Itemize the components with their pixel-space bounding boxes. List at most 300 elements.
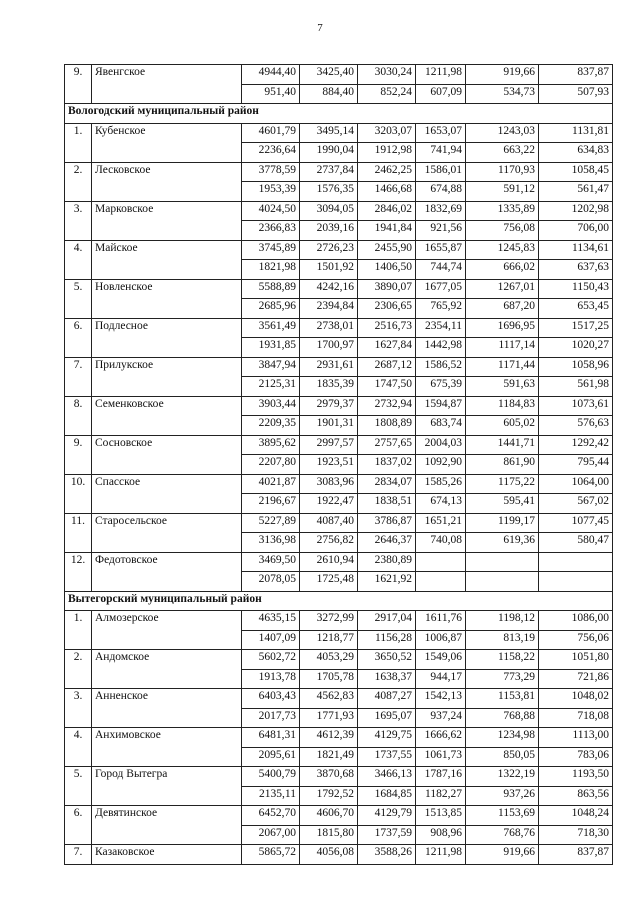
value-cell: 1048,02 <box>539 689 613 709</box>
value-cell: 1234,98 <box>466 728 539 748</box>
value-cell: 1594,87 <box>416 396 466 416</box>
value-cell: 741,94 <box>416 143 466 163</box>
value-cell: 1621,92 <box>358 572 416 592</box>
value-cell: 1792,52 <box>300 786 358 806</box>
value-cell: 1322,19 <box>466 767 539 787</box>
value-cell: 1517,25 <box>539 318 613 338</box>
value-cell: 1292,42 <box>539 435 613 455</box>
value-cell: 2687,12 <box>358 357 416 377</box>
row-number: 1. <box>65 611 92 650</box>
value-cell: 773,29 <box>466 669 539 689</box>
value-cell: 4129,75 <box>358 728 416 748</box>
value-cell: 3650,52 <box>358 650 416 670</box>
value-cell: 1931,85 <box>242 338 300 358</box>
value-cell: 1700,97 <box>300 338 358 358</box>
value-cell: 2455,90 <box>358 240 416 260</box>
value-cell: 1218,77 <box>300 630 358 650</box>
value-cell: 683,74 <box>416 416 466 436</box>
value-cell: 1150,43 <box>539 279 613 299</box>
row-number: 11. <box>65 513 92 552</box>
value-cell: 1156,28 <box>358 630 416 650</box>
value-cell: 3466,13 <box>358 767 416 787</box>
value-cell: 534,73 <box>466 84 539 104</box>
value-cell: 944,17 <box>416 669 466 689</box>
value-cell: 1747,50 <box>358 377 416 397</box>
settlement-row <box>65 845 613 865</box>
value-cell: 813,19 <box>466 630 539 650</box>
value-cell: 1184,83 <box>466 396 539 416</box>
value-cell: 3903,44 <box>242 396 300 416</box>
settlement-name: Город Вытегра <box>92 767 242 806</box>
value-cell: 580,47 <box>539 533 613 553</box>
value-cell: 2462,25 <box>358 162 416 182</box>
value-cell: 908,96 <box>416 825 466 845</box>
value-cell: 1627,84 <box>358 338 416 358</box>
value-cell: 718,30 <box>539 825 613 845</box>
value-cell <box>539 552 613 572</box>
value-cell: 591,12 <box>466 182 539 202</box>
value-cell: 2004,03 <box>416 435 466 455</box>
value-cell: 756,06 <box>539 630 613 650</box>
value-cell: 2516,73 <box>358 318 416 338</box>
value-cell: 1117,14 <box>466 338 539 358</box>
value-cell: 6403,43 <box>242 689 300 709</box>
row-number: 7. <box>65 845 92 865</box>
settlement-row <box>65 357 613 377</box>
value-cell <box>539 572 613 592</box>
settlement-row <box>65 611 613 631</box>
value-cell: 3469,50 <box>242 552 300 572</box>
row-number: 1. <box>65 123 92 162</box>
value-cell: 2078,05 <box>242 572 300 592</box>
value-cell: 2610,94 <box>300 552 358 572</box>
value-cell: 1586,01 <box>416 162 466 182</box>
value-cell: 2979,37 <box>300 396 358 416</box>
value-cell: 706,00 <box>539 221 613 241</box>
value-cell: 1941,84 <box>358 221 416 241</box>
value-cell: 1134,61 <box>539 240 613 260</box>
value-cell: 1198,12 <box>466 611 539 631</box>
value-cell: 1821,49 <box>300 747 358 767</box>
settlement-row <box>65 279 613 299</box>
row-number: 3. <box>65 201 92 240</box>
value-cell: 1922,47 <box>300 494 358 514</box>
value-cell: 674,13 <box>416 494 466 514</box>
value-cell: 687,20 <box>466 299 539 319</box>
value-cell: 3778,59 <box>242 162 300 182</box>
value-cell: 1913,78 <box>242 669 300 689</box>
value-cell: 1131,81 <box>539 123 613 143</box>
value-cell: 1406,50 <box>358 260 416 280</box>
value-cell: 1064,00 <box>539 474 613 494</box>
row-number: 2. <box>65 650 92 689</box>
value-cell: 5588,89 <box>242 279 300 299</box>
value-cell: 744,74 <box>416 260 466 280</box>
value-cell: 3272,99 <box>300 611 358 631</box>
settlement-row <box>65 650 613 670</box>
value-cell: 2732,94 <box>358 396 416 416</box>
value-cell: 1837,02 <box>358 455 416 475</box>
value-cell: 1835,39 <box>300 377 358 397</box>
value-cell: 2196,67 <box>242 494 300 514</box>
value-cell: 1466,68 <box>358 182 416 202</box>
value-cell: 861,90 <box>466 455 539 475</box>
row-number: 6. <box>65 806 92 845</box>
value-cell: 1058,96 <box>539 357 613 377</box>
settlement-row <box>65 728 613 748</box>
value-cell: 1787,16 <box>416 767 466 787</box>
value-cell: 637,63 <box>539 260 613 280</box>
value-cell: 1501,92 <box>300 260 358 280</box>
value-cell: 795,44 <box>539 455 613 475</box>
value-cell: 1182,27 <box>416 786 466 806</box>
value-cell: 1990,04 <box>300 143 358 163</box>
settlement-row <box>65 552 613 572</box>
row-number: 8. <box>65 396 92 435</box>
value-cell: 1193,50 <box>539 767 613 787</box>
value-cell: 5865,72 <box>242 845 300 865</box>
row-number: 6. <box>65 318 92 357</box>
district-title: Вологодский муниципальный район <box>65 104 613 124</box>
settlement-name: Лесковское <box>92 162 242 201</box>
value-cell: 2931,61 <box>300 357 358 377</box>
value-cell: 1705,78 <box>300 669 358 689</box>
value-cell: 5400,79 <box>242 767 300 787</box>
value-cell: 2756,82 <box>300 533 358 553</box>
value-cell: 561,47 <box>539 182 613 202</box>
value-cell <box>416 572 466 592</box>
value-cell: 852,24 <box>358 84 416 104</box>
value-cell: 783,06 <box>539 747 613 767</box>
value-cell: 1638,37 <box>358 669 416 689</box>
value-cell: 2354,11 <box>416 318 466 338</box>
settlement-row <box>65 689 613 709</box>
settlement-name: Казаковское <box>92 845 242 865</box>
value-cell: 2306,65 <box>358 299 416 319</box>
value-cell: 2394,84 <box>300 299 358 319</box>
value-cell: 576,63 <box>539 416 613 436</box>
value-cell: 2846,02 <box>358 201 416 221</box>
value-cell: 4021,87 <box>242 474 300 494</box>
settlement-row <box>65 65 613 85</box>
row-number: 5. <box>65 767 92 806</box>
value-cell: 3890,07 <box>358 279 416 299</box>
value-cell: 1655,87 <box>416 240 466 260</box>
value-cell: 561,98 <box>539 377 613 397</box>
value-cell: 1170,93 <box>466 162 539 182</box>
value-cell: 2757,65 <box>358 435 416 455</box>
value-cell: 837,87 <box>539 65 613 85</box>
value-cell: 850,05 <box>466 747 539 767</box>
value-cell: 2917,04 <box>358 611 416 631</box>
value-cell: 1077,45 <box>539 513 613 533</box>
settlement-name: Майское <box>92 240 242 279</box>
value-cell: 653,45 <box>539 299 613 319</box>
value-cell: 1808,89 <box>358 416 416 436</box>
value-cell: 1666,62 <box>416 728 466 748</box>
value-cell: 1585,26 <box>416 474 466 494</box>
value-cell: 2209,35 <box>242 416 300 436</box>
settlement-name: Явенгское <box>92 65 242 104</box>
page-number: 7 <box>317 22 323 34</box>
value-cell: 1737,59 <box>358 825 416 845</box>
value-cell: 2834,07 <box>358 474 416 494</box>
value-cell: 1696,95 <box>466 318 539 338</box>
value-cell: 1513,85 <box>416 806 466 826</box>
value-cell: 1815,80 <box>300 825 358 845</box>
value-cell: 4612,39 <box>300 728 358 748</box>
value-cell: 2017,73 <box>242 708 300 728</box>
settlement-name: Девятинское <box>92 806 242 845</box>
value-cell: 567,02 <box>539 494 613 514</box>
row-number: 5. <box>65 279 92 318</box>
value-cell: 605,02 <box>466 416 539 436</box>
value-cell: 4129,79 <box>358 806 416 826</box>
value-cell: 1549,06 <box>416 650 466 670</box>
value-cell: 1267,01 <box>466 279 539 299</box>
value-cell: 1211,98 <box>416 65 466 85</box>
district-header-row <box>65 591 613 611</box>
value-cell: 4087,40 <box>300 513 358 533</box>
value-cell: 4053,29 <box>300 650 358 670</box>
value-cell: 1058,45 <box>539 162 613 182</box>
value-cell: 2125,31 <box>242 377 300 397</box>
value-cell: 1653,07 <box>416 123 466 143</box>
value-cell: 3847,94 <box>242 357 300 377</box>
value-cell: 675,39 <box>416 377 466 397</box>
value-cell: 2135,11 <box>242 786 300 806</box>
settlement-row <box>65 162 613 182</box>
value-cell: 3495,14 <box>300 123 358 143</box>
value-cell <box>416 552 466 572</box>
value-cell: 1677,05 <box>416 279 466 299</box>
value-cell: 1821,98 <box>242 260 300 280</box>
value-cell: 3745,89 <box>242 240 300 260</box>
value-cell: 2236,64 <box>242 143 300 163</box>
value-cell: 921,56 <box>416 221 466 241</box>
settlement-name: Семенковское <box>92 396 242 435</box>
value-cell: 768,88 <box>466 708 539 728</box>
settlement-row <box>65 435 613 455</box>
row-number: 7. <box>65 357 92 396</box>
value-cell: 1086,00 <box>539 611 613 631</box>
value-cell: 3786,87 <box>358 513 416 533</box>
value-cell: 837,87 <box>539 845 613 865</box>
value-cell: 1737,55 <box>358 747 416 767</box>
value-cell: 1771,93 <box>300 708 358 728</box>
value-cell: 4242,16 <box>300 279 358 299</box>
value-cell: 1061,73 <box>416 747 466 767</box>
value-cell: 6481,31 <box>242 728 300 748</box>
settlement-name: Старосельское <box>92 513 242 552</box>
value-cell: 863,56 <box>539 786 613 806</box>
value-cell: 756,08 <box>466 221 539 241</box>
row-number: 3. <box>65 689 92 728</box>
settlement-name: Анхимовское <box>92 728 242 767</box>
value-cell: 1442,98 <box>416 338 466 358</box>
value-cell: 2738,01 <box>300 318 358 338</box>
settlement-row <box>65 806 613 826</box>
value-cell: 937,24 <box>416 708 466 728</box>
tariff-table <box>64 64 613 865</box>
settlement-name: Подлесное <box>92 318 242 357</box>
value-cell: 4601,79 <box>242 123 300 143</box>
value-cell: 3870,68 <box>300 767 358 787</box>
value-cell: 1051,80 <box>539 650 613 670</box>
row-number: 9. <box>65 65 92 104</box>
value-cell: 4944,40 <box>242 65 300 85</box>
value-cell: 3083,96 <box>300 474 358 494</box>
value-cell: 507,93 <box>539 84 613 104</box>
value-cell: 1211,98 <box>416 845 466 865</box>
value-cell: 1175,22 <box>466 474 539 494</box>
row-number: 12. <box>65 552 92 591</box>
value-cell: 3588,26 <box>358 845 416 865</box>
value-cell: 919,66 <box>466 65 539 85</box>
value-cell: 619,36 <box>466 533 539 553</box>
value-cell: 1542,13 <box>416 689 466 709</box>
value-cell: 3895,62 <box>242 435 300 455</box>
value-cell: 1832,69 <box>416 201 466 221</box>
value-cell: 1048,24 <box>539 806 613 826</box>
value-cell: 1684,85 <box>358 786 416 806</box>
settlement-name: Андомское <box>92 650 242 689</box>
value-cell: 4024,50 <box>242 201 300 221</box>
value-cell: 5602,72 <box>242 650 300 670</box>
settlement-row <box>65 474 613 494</box>
value-cell: 2207,80 <box>242 455 300 475</box>
value-cell: 1153,81 <box>466 689 539 709</box>
settlement-row <box>65 123 613 143</box>
value-cell: 1158,22 <box>466 650 539 670</box>
value-cell: 721,86 <box>539 669 613 689</box>
value-cell: 2380,89 <box>358 552 416 572</box>
value-cell: 3094,05 <box>300 201 358 221</box>
settlement-row <box>65 201 613 221</box>
settlement-name: Новленское <box>92 279 242 318</box>
value-cell: 1953,39 <box>242 182 300 202</box>
value-cell: 2646,37 <box>358 533 416 553</box>
value-cell: 1912,98 <box>358 143 416 163</box>
settlement-name: Алмозерское <box>92 611 242 650</box>
value-cell: 2997,57 <box>300 435 358 455</box>
value-cell <box>466 572 539 592</box>
value-cell: 1651,21 <box>416 513 466 533</box>
value-cell: 3561,49 <box>242 318 300 338</box>
value-cell: 1020,27 <box>539 338 613 358</box>
value-cell: 2366,83 <box>242 221 300 241</box>
row-number: 9. <box>65 435 92 474</box>
value-cell: 4562,83 <box>300 689 358 709</box>
value-cell: 765,92 <box>416 299 466 319</box>
value-cell: 1838,51 <box>358 494 416 514</box>
settlement-name: Анненское <box>92 689 242 728</box>
district-header-row <box>65 104 613 124</box>
settlement-name: Сосновское <box>92 435 242 474</box>
value-cell: 607,09 <box>416 84 466 104</box>
value-cell: 3203,07 <box>358 123 416 143</box>
row-number: 10. <box>65 474 92 513</box>
value-cell: 884,40 <box>300 84 358 104</box>
value-cell: 1725,48 <box>300 572 358 592</box>
value-cell: 2095,61 <box>242 747 300 767</box>
value-cell: 634,83 <box>539 143 613 163</box>
settlement-row <box>65 513 613 533</box>
value-cell: 1073,61 <box>539 396 613 416</box>
value-cell: 1923,51 <box>300 455 358 475</box>
value-cell: 1113,00 <box>539 728 613 748</box>
district-title: Вытегорский муниципальный район <box>65 591 613 611</box>
settlement-name: Прилукское <box>92 357 242 396</box>
value-cell: 663,22 <box>466 143 539 163</box>
settlement-name: Кубенское <box>92 123 242 162</box>
settlement-row <box>65 318 613 338</box>
row-number: 4. <box>65 728 92 767</box>
value-cell: 591,63 <box>466 377 539 397</box>
settlement-name: Федотовское <box>92 552 242 591</box>
value-cell: 768,76 <box>466 825 539 845</box>
value-cell: 1245,83 <box>466 240 539 260</box>
settlement-row <box>65 767 613 787</box>
value-cell: 1901,31 <box>300 416 358 436</box>
value-cell: 1202,98 <box>539 201 613 221</box>
value-cell: 6452,70 <box>242 806 300 826</box>
value-cell: 1006,87 <box>416 630 466 650</box>
value-cell: 2737,84 <box>300 162 358 182</box>
value-cell: 4635,15 <box>242 611 300 631</box>
value-cell: 3136,98 <box>242 533 300 553</box>
value-cell: 4606,70 <box>300 806 358 826</box>
row-number: 4. <box>65 240 92 279</box>
settlement-name: Марковское <box>92 201 242 240</box>
value-cell: 1199,17 <box>466 513 539 533</box>
value-cell: 3030,24 <box>358 65 416 85</box>
value-cell: 3425,40 <box>300 65 358 85</box>
value-cell: 4056,08 <box>300 845 358 865</box>
value-cell: 4087,27 <box>358 689 416 709</box>
value-cell: 1407,09 <box>242 630 300 650</box>
value-cell: 595,41 <box>466 494 539 514</box>
value-cell: 2726,23 <box>300 240 358 260</box>
row-number: 2. <box>65 162 92 201</box>
value-cell: 1335,89 <box>466 201 539 221</box>
value-cell: 674,88 <box>416 182 466 202</box>
value-cell: 1243,03 <box>466 123 539 143</box>
value-cell: 919,66 <box>466 845 539 865</box>
value-cell: 1586,52 <box>416 357 466 377</box>
value-cell: 740,08 <box>416 533 466 553</box>
value-cell: 666,02 <box>466 260 539 280</box>
value-cell: 1576,35 <box>300 182 358 202</box>
value-cell: 1695,07 <box>358 708 416 728</box>
settlement-row <box>65 240 613 260</box>
value-cell: 2685,96 <box>242 299 300 319</box>
value-cell: 1153,69 <box>466 806 539 826</box>
value-cell: 1441,71 <box>466 435 539 455</box>
value-cell <box>466 552 539 572</box>
settlement-name: Спасское <box>92 474 242 513</box>
value-cell: 1611,76 <box>416 611 466 631</box>
value-cell: 937,26 <box>466 786 539 806</box>
value-cell: 951,40 <box>242 84 300 104</box>
settlement-row <box>65 396 613 416</box>
value-cell: 718,08 <box>539 708 613 728</box>
value-cell: 2067,00 <box>242 825 300 845</box>
value-cell: 1092,90 <box>416 455 466 475</box>
value-cell: 5227,89 <box>242 513 300 533</box>
value-cell: 1171,44 <box>466 357 539 377</box>
value-cell: 2039,16 <box>300 221 358 241</box>
